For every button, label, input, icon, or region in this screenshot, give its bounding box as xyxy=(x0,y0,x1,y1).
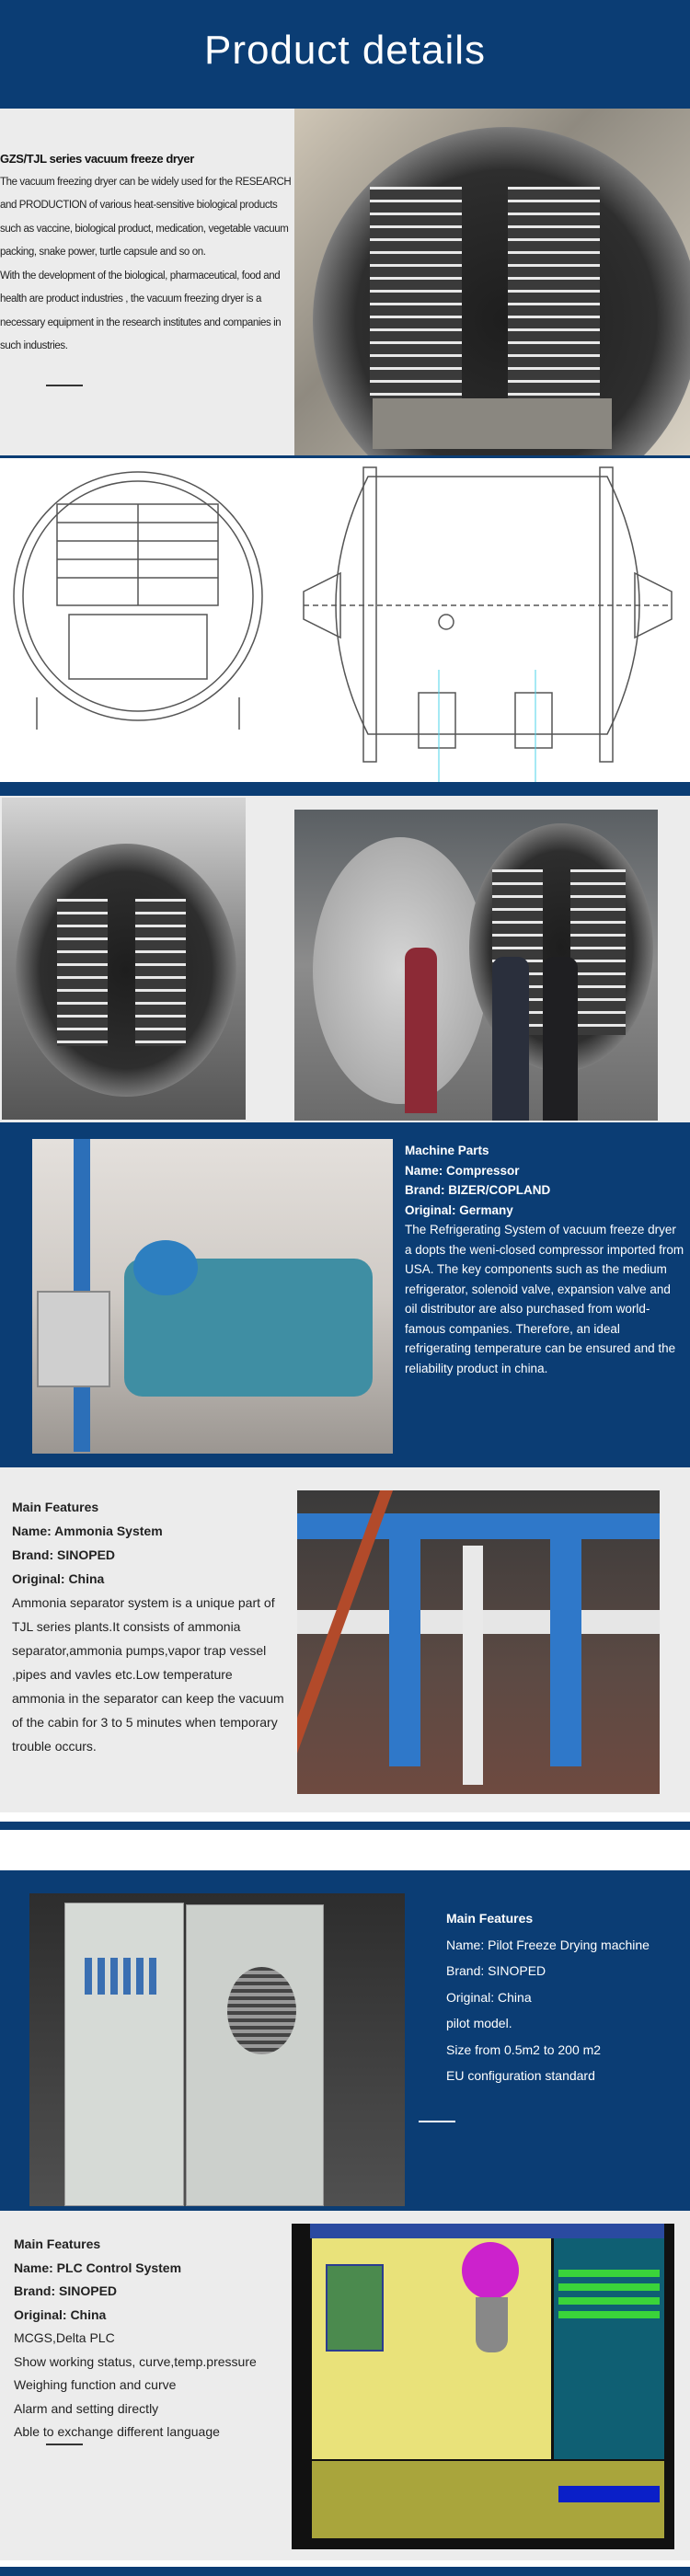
ammonia-description: Ammonia separator system is a unique part of TJL series plants.It consists of ammonia separator,ammonia pumps,vapor trap vessel ,pipes and vavles etc.Low temperature ammonia in the separator can keep the vacuum of the cabin for 3 to 5 minutes when temporary trouble occurs. xyxy=(12,1595,284,1754)
plc-origin: Original: China xyxy=(14,2306,107,2322)
plc-section xyxy=(0,2211,690,2560)
photo-gallery xyxy=(0,796,690,1122)
plc-line: Weighing function and curve xyxy=(14,2377,177,2392)
section-band xyxy=(0,782,690,796)
compressor-photo xyxy=(32,1139,393,1454)
compressor-brand: Brand: BIZER/COPLAND xyxy=(405,1183,551,1197)
ammonia-section xyxy=(0,1467,690,1812)
pilot-section xyxy=(0,1870,690,2211)
divider xyxy=(46,385,83,386)
chamber-with-visitors-photo xyxy=(294,810,658,1121)
pilot-line: Name: Pilot Freeze Drying machine xyxy=(446,1937,650,1952)
compressor-section xyxy=(0,1122,690,1467)
compressor-name: Name: Compressor xyxy=(405,1163,520,1178)
section-band xyxy=(0,1822,690,1830)
ammonia-name: Name: Ammonia System xyxy=(12,1524,163,1538)
plc-heading: Main Features xyxy=(14,2237,101,2251)
pilot-freeze-dryer-photo xyxy=(29,1893,405,2206)
intro-panel xyxy=(0,109,294,455)
ammonia-brand: Brand: SINOPED xyxy=(12,1547,116,1562)
pilot-line: pilot model. xyxy=(446,2016,512,2030)
freeze-dryer-chamber-photo xyxy=(294,109,690,455)
pilot-line: Size from 0.5m2 to 200 m2 xyxy=(446,2041,602,2057)
plc-line: Alarm and setting directly xyxy=(14,2400,159,2416)
compressor-description: The Refrigerating System of vacuum freeze dryer a dopts the weni-closed compressor imported from USA. The key components such as the medium refrigerator, solenoid valve, expansion valve and oil distributor are also purchased from world-famous companies. Therefore, an ideal refrigerating temperature can be ensured and the reliability product in china. xyxy=(405,1223,684,1375)
pilot-heading: Main Features xyxy=(446,1911,534,1926)
plc-line: MCGS,Delta PLC xyxy=(14,2330,115,2345)
pilot-line: Original: China xyxy=(446,1989,532,2005)
compressor-heading: Machine Parts xyxy=(405,1144,489,1157)
divider xyxy=(419,2121,455,2122)
page-title: Product details xyxy=(203,28,487,73)
ammonia-heading: Main Features xyxy=(12,1500,99,1514)
plc-screen-photo xyxy=(292,2224,674,2549)
pilot-line: EU configuration standard xyxy=(446,2068,595,2083)
chamber-photo xyxy=(2,798,246,1120)
pilot-line: Brand: SINOPED xyxy=(446,1963,546,1978)
ammonia-system-photo xyxy=(297,1490,660,1794)
plc-line: Show working status, curve,temp.pressure xyxy=(14,2353,257,2369)
intro-paragraph: With the development of the biological, pharmaceutical, food and health are product industries , the vacuum freezing dryer is a necessary equipment in the research institutes and companies in such industries. xyxy=(0,270,282,351)
technical-drawings xyxy=(0,455,690,782)
plc-line: Able to exchange different language xyxy=(14,2424,220,2439)
drawing-front-and-side-view xyxy=(0,458,690,785)
section-band xyxy=(0,2567,690,2576)
plc-brand: Brand: SINOPED xyxy=(14,2283,118,2298)
intro-heading: GZS/TJL series vacuum freeze dryer xyxy=(0,152,194,166)
intro-paragraph: The vacuum freezing dryer can be widely used for the RESEARCH and PRODUCTION of various heat-sensitive biological products such as vaccine, biological product, medication, vegetable vacuum packing, snake power, turtle capsule and so on. xyxy=(0,176,292,258)
divider xyxy=(46,2444,83,2445)
compressor-origin: Original: Germany xyxy=(405,1202,513,1217)
ammonia-origin: Original: China xyxy=(12,1571,105,1586)
page-header xyxy=(0,0,690,109)
plc-name: Name: PLC Control System xyxy=(14,2260,182,2275)
